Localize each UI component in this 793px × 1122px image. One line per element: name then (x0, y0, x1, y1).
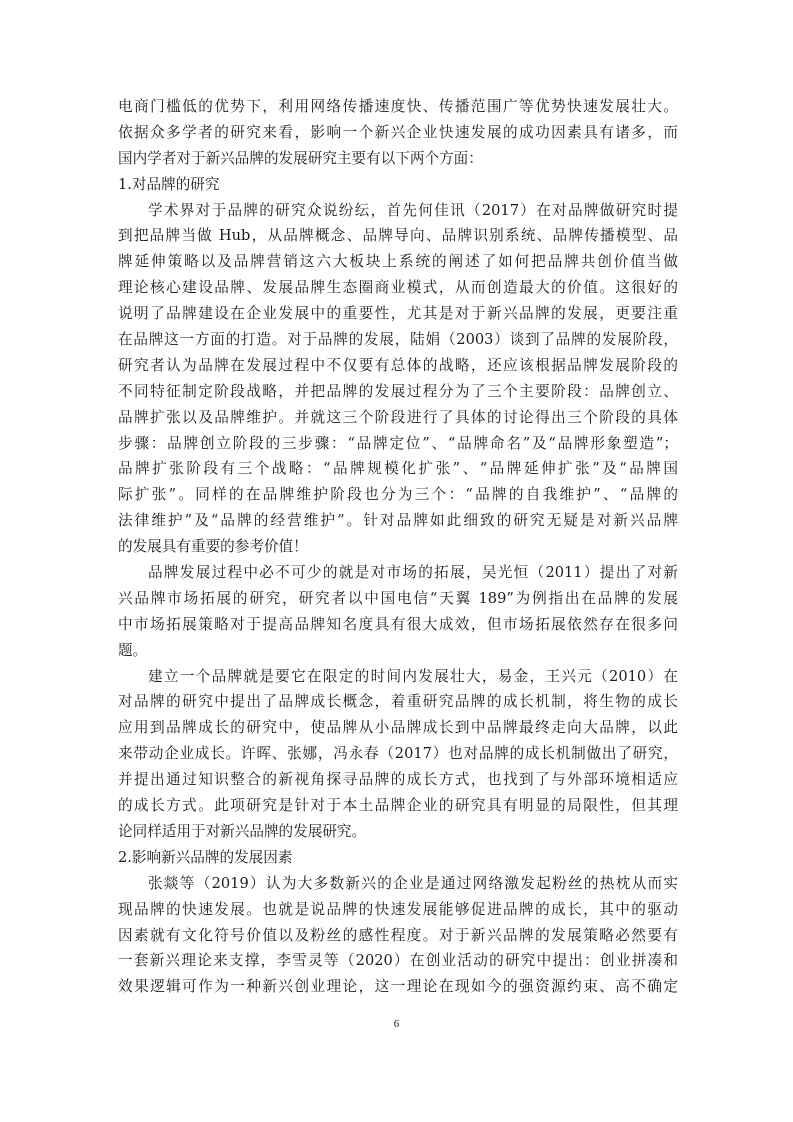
text-line: 一套新兴理论来支撑，李雪灵等（2020）在创业活动的研究中提出：创业拼凑和 (118, 952, 678, 970)
paragraph (118, 560, 678, 664)
heading-text: 1.对品牌的研究 (118, 175, 220, 193)
text-line: 论同样适用于对新兴品牌的发展研究。 (118, 822, 367, 840)
text-line: 张燚等（2019）认为大多数新兴的企业是通过网络激发起粉丝的热枕从而实 (148, 874, 678, 892)
text-line: 中市场拓展策略对于提高品牌知名度具有很大成效，但市场拓展依然存在很多问 (118, 615, 678, 633)
text-line: 的发展具有重要的参考价值！ (118, 538, 308, 556)
text-line: 牌延伸策略以及品牌营销这六大板块上系统的阐述了如何把品牌共创价值当做 (118, 253, 678, 271)
text-line: 题。 (118, 641, 148, 659)
text-line: 步骤：品牌创立阶段的三步骤：“品牌定位”、“品牌命名”及“品牌形象塑造”； (118, 434, 678, 452)
text-line: 因素就有文化符号价值以及粉丝的感性程度。对于新兴品牌的发展策略必然要有 (118, 926, 678, 944)
text-line: 国内学者对于新兴品牌的发展研究主要有以下两个方面： (118, 149, 483, 167)
text-line: 际扩张”。同样的在品牌维护阶段也分为三个：“品牌的自我维护”、“品牌的 (118, 486, 678, 504)
paragraph (118, 664, 678, 845)
heading-text: 2.影响新兴品牌的发展因素 (118, 848, 293, 866)
text-line: 电商门槛低的优势下，利用网络传播速度快、传播范围广等优势快速发展壮大。 (118, 98, 678, 115)
page-number: 6 (393, 1018, 400, 1030)
text-line: 品牌扩张阶段有三个战略：“品牌规模化扩张”、“品牌延伸扩张”及“品牌国 (118, 460, 678, 478)
text-line: 说明了品牌建设在企业发展中的重要性，尤其是对于新兴品牌的发展，更要注重 (118, 305, 678, 323)
paragraph (118, 94, 678, 172)
text-line: 依据众多学者的研究来看，影响一个新兴企业快速发展的成功因素具有诸多，而 (118, 123, 678, 141)
text-line: 来带动企业成长。许晖、张娜，冯永春（2017）也对品牌的成长机制做出了研究， (118, 745, 678, 763)
text-line: 在品牌这一方面的打造。对于品牌的发展，陆娟（2003）谈到了品牌的发展阶段， (118, 331, 678, 349)
text-line: 不同特征制定阶段战略，并把品牌的发展过程分为了三个主要阶段：品牌创立、 (118, 382, 678, 400)
text-line: 效果逻辑可作为一种新兴创业理论，这一理论在现如今的强资源约束、高不确定 (118, 978, 678, 996)
text-line: 的成长方式。此项研究是针对于本土品牌企业的研究具有明显的局限性，但其理 (118, 797, 678, 815)
text-line: 法律维护”及“品牌的经营维护”。针对品牌如此细致的研究无疑是对新兴品牌 (118, 512, 678, 530)
document-body (118, 94, 678, 1000)
text-line: 品牌扩张以及品牌维护。并就这三个阶段进行了具体的讨论得出三个阶段的具体 (118, 408, 678, 426)
text-line: 兴品牌市场拓展的研究，研究者以中国电信“天翼 189”为例指出在品牌的发展 (118, 589, 678, 607)
text-line: 品牌发展过程中必不可少的就是对市场的拓展，吴光恒（2011）提出了对新 (148, 564, 678, 582)
text-line: 现品牌的快速发展。也就是说品牌的快速发展能够促进品牌的成长，其中的驱动 (118, 900, 678, 918)
text-line: 研究者认为品牌在发展过程中不仅要有总体的战略，还应该根据品牌发展阶段的 (118, 356, 678, 374)
text-line: 学术界对于品牌的研究众说纷纭，首先何佳讯（2017）在对品牌做研究时提 (148, 201, 678, 219)
text-line: 对品牌的研究中提出了品牌成长概念，着重研究品牌的成长机制，将生物的成长 (118, 693, 678, 711)
text-line: 理论核心建设品牌、发展品牌生态圈商业模式，从而创造最大的价值。这很好的 (118, 279, 678, 297)
paragraph (118, 871, 678, 1000)
section-heading (118, 845, 678, 871)
text-line: 到把品牌当做 Hub，从品牌概念、品牌导向、品牌识别系统、品牌传播模型、品 (118, 227, 678, 245)
section-heading (118, 172, 678, 198)
text-line: 建立一个品牌就是要它在限定的时间内发展壮大，易金，王兴元（2010）在 (148, 667, 678, 685)
paragraph (118, 198, 678, 560)
text-line: 并提出通过知识整合的新视角探寻品牌的成长方式，也找到了与外部环境相适应 (118, 771, 678, 789)
text-line: 应用到品牌成长的研究中，使品牌从小品牌成长到中品牌最终走向大品牌，以此 (118, 719, 678, 737)
